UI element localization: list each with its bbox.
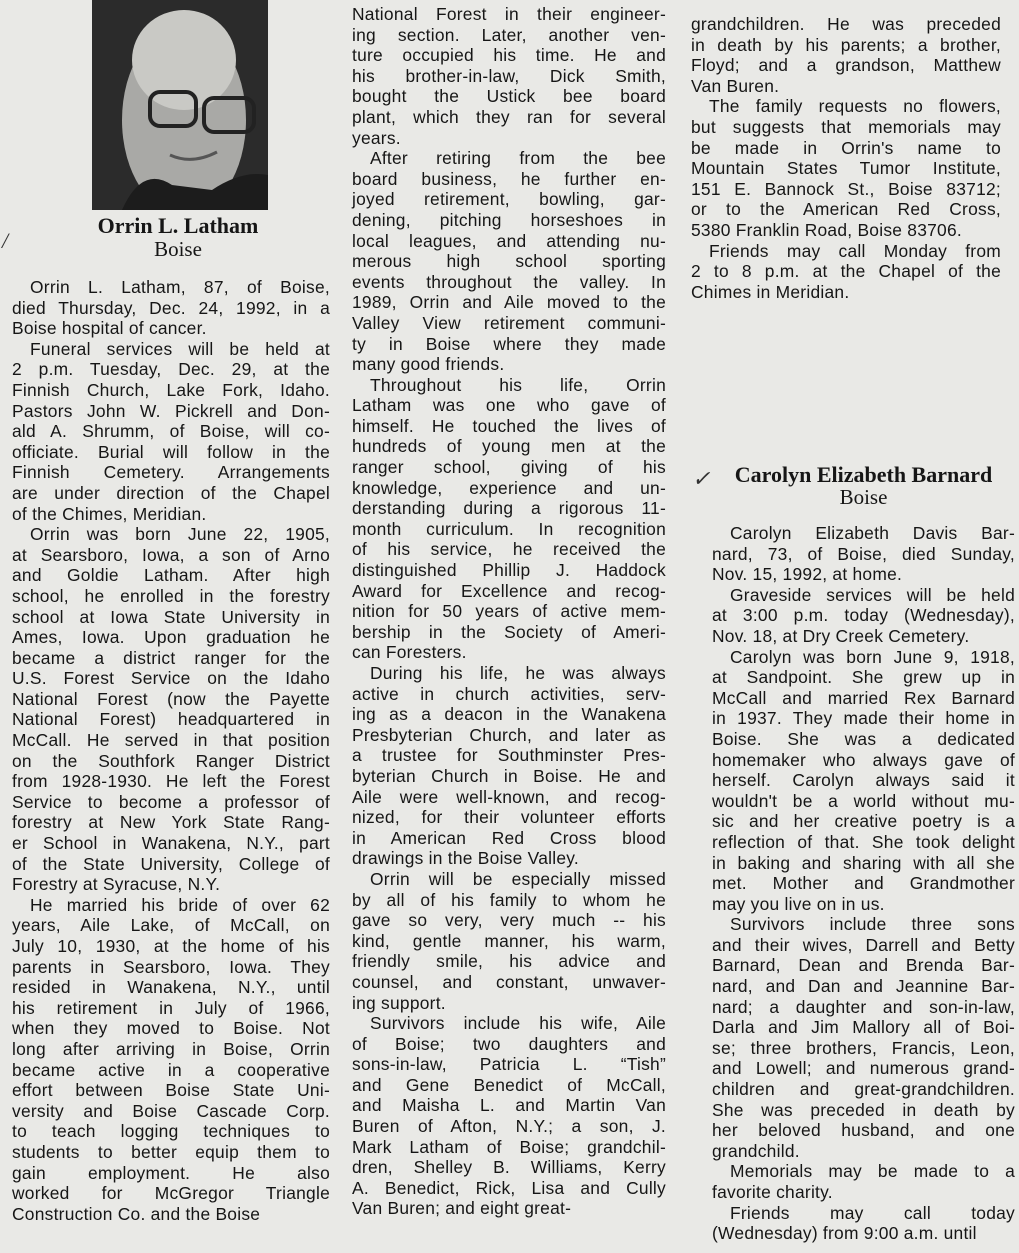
text-line: ture occupied his time. He and <box>352 45 666 66</box>
text-line: events throughout the valley. In <box>352 271 666 292</box>
text-line: bought the Ustick bee board <box>352 86 666 107</box>
text-line: but suggests that memorials may <box>691 116 1001 137</box>
text-line: gain employment. He also <box>12 1162 330 1183</box>
text-line: died Thursday, Dec. 24, 1992, in a <box>12 297 330 318</box>
text-line: Mark Latham of Boise; grandchil- <box>352 1136 666 1157</box>
paragraph <box>691 241 1001 303</box>
paragraph <box>712 647 1015 915</box>
text-line: byterian Church in Boise. He and <box>352 765 666 786</box>
text-line: month curriculum. In recognition <box>352 518 666 539</box>
text-line: sic and her creative poetry is a <box>712 811 1015 832</box>
text-line: school at Iowa State University in <box>12 606 330 627</box>
text-line: friendly smile, his advice and <box>352 951 666 972</box>
text-line: children and great-grandchildren. <box>712 1079 1015 1100</box>
text-line: or to the American Red Cross, <box>691 199 1001 220</box>
obituary-column <box>12 277 330 1224</box>
obituary-name: Carolyn Elizabeth Barnard <box>734 462 993 487</box>
text-line: Throughout his life, Orrin <box>370 374 666 395</box>
paragraph <box>352 4 666 148</box>
text-line: After retiring from the bee <box>370 148 666 169</box>
text-line: wouldn't be a world without mu- <box>712 790 1015 811</box>
text-line: Memorials may be made to a <box>730 1161 1015 1182</box>
text-line: worked for McGregor Triangle <box>12 1183 330 1204</box>
text-line: became a district ranger for the <box>12 647 330 668</box>
text-line: homemaker who always gave of <box>712 749 1015 770</box>
text-line: 5380 Franklin Road, Boise 83706. <box>691 219 962 240</box>
text-line: school, he enrolled in the forestry <box>12 585 330 606</box>
text-line: Survivors include three sons <box>730 914 1015 935</box>
text-line: parents in Searsboro, Iowa. They <box>12 956 330 977</box>
text-line: Survivors include his wife, Aile <box>370 1013 666 1034</box>
text-line: of his service, he received the <box>352 539 666 560</box>
paragraph <box>691 96 1001 240</box>
text-line: 2 to 8 p.m. at the Chapel of the <box>691 261 1001 282</box>
text-line: 151 E. Bannock St., Boise 83712; <box>691 178 1001 199</box>
text-line: distinguished Phillip J. Haddock <box>352 560 666 581</box>
obituary-column <box>691 14 1001 302</box>
text-line: Darla and Jim Mallory all of Boi- <box>712 1017 1015 1038</box>
text-line: Presbyterian Church, and later as <box>352 724 666 745</box>
obituary-city: Boise <box>839 485 888 509</box>
text-line: nard; a daughter and son-in-law, <box>712 996 1015 1017</box>
text-line: forestry at New York State Rang- <box>12 812 330 833</box>
obituary-city: Boise <box>154 237 202 261</box>
text-line: She was preceded in death by <box>712 1099 1015 1120</box>
text-line: many good friends. <box>352 354 505 375</box>
text-line: 1989, Orrin and Aile moved to the <box>352 292 666 313</box>
handwritten-check-mark: ✓ <box>692 466 711 491</box>
text-line: in death by his parents; a brother, <box>691 34 1001 55</box>
text-line: During his life, he was always <box>370 663 666 683</box>
text-line: grandchildren. He was preceded <box>691 14 1001 34</box>
text-line: nard, and Dan and Jeannine Bar- <box>712 976 1015 997</box>
text-line: Orrin L. Latham, 87, of Boise, <box>30 277 330 297</box>
text-line: derstanding during a rigorous 11- <box>352 498 666 519</box>
text-line: and Goldie Latham. After high <box>12 565 330 586</box>
text-line: McCall and married Rex Barnard <box>712 687 1015 708</box>
text-line: Carolyn was born June 9, 1918, <box>730 646 1015 667</box>
text-line: local leagues, and attending nu- <box>352 230 666 251</box>
text-line: dening, pitching horseshoes in <box>352 209 666 230</box>
text-line: Carolyn Elizabeth Davis Bar- <box>730 523 1015 543</box>
paragraph <box>712 523 1015 585</box>
text-line: Friends may call today <box>730 1202 1015 1223</box>
text-line: his brother-in-law, Dick Smith, <box>352 65 666 86</box>
text-line: Chimes in Meridian. <box>691 281 850 302</box>
text-line: Forestry at Syracuse, N.Y. <box>12 874 221 895</box>
text-line: Friends may call Monday from <box>709 240 1001 261</box>
text-line: Nov. 18, at Dry Creek Cemetery. <box>712 625 970 646</box>
text-line: hundreds of young men at the <box>352 436 666 457</box>
text-line: grandchild. <box>712 1140 800 1161</box>
paragraph <box>12 524 330 895</box>
text-line: in American Red Cross blood <box>352 827 666 848</box>
text-line: students to better equip them to <box>12 1141 330 1162</box>
text-line: ty in Boise where they made <box>352 333 666 354</box>
text-line: nized, for their volunteer efforts <box>352 807 666 828</box>
text-line: long after arriving in Boise, Orrin <box>12 1038 330 1059</box>
text-line: himself. He touched the lives of <box>352 415 666 436</box>
paragraph <box>712 1203 1015 1244</box>
text-line: effort between Boise State Uni- <box>12 1080 330 1101</box>
paragraph <box>712 585 1015 647</box>
text-line: reflection of that. She took delight <box>712 831 1015 852</box>
text-line: The family requests no flowers, <box>709 96 1001 117</box>
text-line: to teach logging techniques to <box>12 1121 330 1142</box>
text-line: at 3:00 p.m. today (Wednesday), <box>712 605 1015 626</box>
text-line: by all of his family to whom he <box>352 889 666 910</box>
text-line: Orrin will be especially missed <box>370 868 666 889</box>
text-line: his retirement in July of 1966, <box>12 997 330 1018</box>
text-line: Orrin was born June 22, 1905, <box>30 524 330 545</box>
text-line: Ames, Iowa. Upon graduation he <box>12 627 330 648</box>
text-line: years. <box>352 127 401 148</box>
text-line: on the Southfork Ranger District <box>12 750 330 771</box>
text-line: er School in Wanakena, N.Y., part <box>12 833 330 854</box>
text-line: knowledge, experience and un- <box>352 477 666 498</box>
text-line: ing as a deacon in the Wanakena <box>352 704 666 725</box>
text-line: Floyd; and a grandson, Matthew <box>691 55 1001 76</box>
text-line: Award for Excellence and recog- <box>352 580 666 601</box>
text-line: Graveside services will be held <box>730 584 1015 605</box>
text-line: ing support. <box>352 992 446 1013</box>
text-line: dren, Shelley B. Williams, Kerry <box>352 1157 666 1178</box>
text-line: Nov. 15, 1992, at home. <box>712 564 903 585</box>
text-line: and Maisha L. and Martin Van <box>352 1095 666 1116</box>
text-line: ing section. Later, another ven- <box>352 24 666 45</box>
text-line: (Wednesday) from 9:00 a.m. until <box>712 1223 977 1244</box>
text-line: counsel, and constant, unwaver- <box>352 971 666 992</box>
text-line: drawings in the Boise Valley. <box>352 848 580 869</box>
text-line: active in church activities, serv- <box>352 683 666 704</box>
text-line: can Foresters. <box>352 642 467 663</box>
text-line: Aile were well-known, and recog- <box>352 786 666 807</box>
text-line: when they moved to Boise. Not <box>12 1018 330 1039</box>
paragraph <box>712 1161 1015 1202</box>
text-line: Boise. She was a dedicated <box>712 728 1015 749</box>
text-line: National Forest in their engineer- <box>352 4 666 24</box>
text-line: ranger school, giving of his <box>352 457 666 478</box>
text-line: are under direction of the Chapel <box>12 482 330 503</box>
text-line: a trustee for Southminster Pres- <box>352 745 666 766</box>
text-line: U.S. Forest Service on the Idaho <box>12 668 330 689</box>
text-line: sons-in-law, Patricia L. “Tish” <box>352 1054 666 1075</box>
portrait-image <box>92 0 268 210</box>
text-line: ald A. Shrumm, of Boise, will co- <box>12 421 330 442</box>
text-line: Service to become a professor of <box>12 791 330 812</box>
handwritten-mark: / <box>2 228 9 253</box>
text-line: Latham was one who gave of <box>352 395 666 416</box>
text-line: nition for 50 years of active mem- <box>352 601 666 622</box>
text-line: A. Benedict, Rick, Lisa and Cully <box>352 1177 666 1198</box>
text-line: from 1928-1930. He left the Forest <box>12 771 330 792</box>
portrait-photo <box>92 0 268 210</box>
paragraph <box>691 14 1001 96</box>
paragraph <box>352 375 666 663</box>
text-line: became active in a cooperative <box>12 1059 330 1080</box>
text-line: merous high school sporting <box>352 251 666 272</box>
text-line: Finnish Church, Lake Fork, Idaho. <box>12 379 330 400</box>
text-line: herself. Carolyn always said it <box>712 770 1015 791</box>
text-line: nard, 73, of Boise, died Sunday, <box>712 543 1015 564</box>
text-line: may you live on in us. <box>712 893 885 914</box>
text-line: Pastors John W. Pickrell and Don- <box>12 400 330 421</box>
text-line: and their wives, Darrell and Betty <box>712 934 1015 955</box>
paragraph <box>352 148 666 375</box>
text-line: National Forest) headquartered in <box>12 709 330 730</box>
text-line: her beloved husband, and one <box>712 1120 1015 1141</box>
text-line: Buren of Afton, N.Y.; a son, J. <box>352 1116 666 1137</box>
text-line: kind, gentle manner, his warm, <box>352 930 666 951</box>
text-line: of the Chimes, Meridian. <box>12 503 207 524</box>
text-line: National Forest (now the Payette <box>12 688 330 709</box>
text-line: se; three brothers, Francis, Leon, <box>712 1037 1015 1058</box>
text-line: Boise hospital of cancer. <box>12 318 207 339</box>
text-line: of the State University, College of <box>12 853 330 874</box>
text-line: joyed retirement, bowling, gar- <box>352 189 666 210</box>
text-line: Construction Co. and the Boise <box>12 1203 261 1224</box>
text-line: at Sandpoint. She grew up in <box>712 667 1015 688</box>
text-line: Mountain States Tumor Institute, <box>691 158 1001 179</box>
text-line: and Lowell; and numerous grand- <box>712 1058 1015 1079</box>
paragraph <box>352 869 666 1013</box>
text-line: met. Mother and Grandmother <box>712 873 1015 894</box>
paragraph <box>352 663 666 869</box>
text-line: Barnard, Dean and Brenda Bar- <box>712 955 1015 976</box>
text-line: favorite charity. <box>712 1182 833 1202</box>
text-line: board business, he further en- <box>352 168 666 189</box>
text-line: gave so very, very much -- his <box>352 910 666 931</box>
text-line: and Gene Benedict of McCall, <box>352 1074 666 1095</box>
text-line: Van Buren; and eight great- <box>352 1198 572 1219</box>
text-line: bership in the Society of Ameri- <box>352 621 666 642</box>
paragraph <box>352 1013 666 1219</box>
text-line: Valley View retirement communi- <box>352 312 666 333</box>
text-line: 2 p.m. Tuesday, Dec. 29, at the <box>12 359 330 380</box>
paragraph <box>12 895 330 1225</box>
obituary-column <box>352 4 666 1219</box>
paragraph <box>12 277 330 339</box>
text-line: resided in Wanakena, N.Y., until <box>12 977 330 998</box>
text-line: be made in Orrin's name to <box>691 137 1001 158</box>
text-line: officiate. Burial will follow in the <box>12 441 330 462</box>
text-line: Funeral services will be held at <box>30 338 330 359</box>
obituary-column <box>712 523 1015 1244</box>
text-line: Van Buren. <box>691 75 780 96</box>
paragraph <box>12 339 330 524</box>
text-line: July 10, 1930, at the home of his <box>12 936 330 956</box>
text-line: in baking and sharing with all she <box>712 852 1015 873</box>
text-line: years, Aile Lake, of McCall, on <box>12 915 330 936</box>
text-line: versity and Boise Cascade Corp. <box>12 1100 330 1121</box>
paragraph <box>712 914 1015 1161</box>
text-line: He married his bride of over 62 <box>30 894 330 915</box>
text-line: Finnish Cemetery. Arrangements <box>12 462 330 483</box>
text-line: at Searsboro, Iowa, a son of Arno <box>12 544 330 565</box>
text-line: McCall. He served in that position <box>12 730 330 751</box>
text-line: in 1937. They made their home in <box>712 708 1015 729</box>
text-line: plant, which they ran for several <box>352 106 666 127</box>
obituary-name: Orrin L. Latham <box>97 213 259 238</box>
text-line: of Boise; two daughters and <box>352 1033 666 1054</box>
